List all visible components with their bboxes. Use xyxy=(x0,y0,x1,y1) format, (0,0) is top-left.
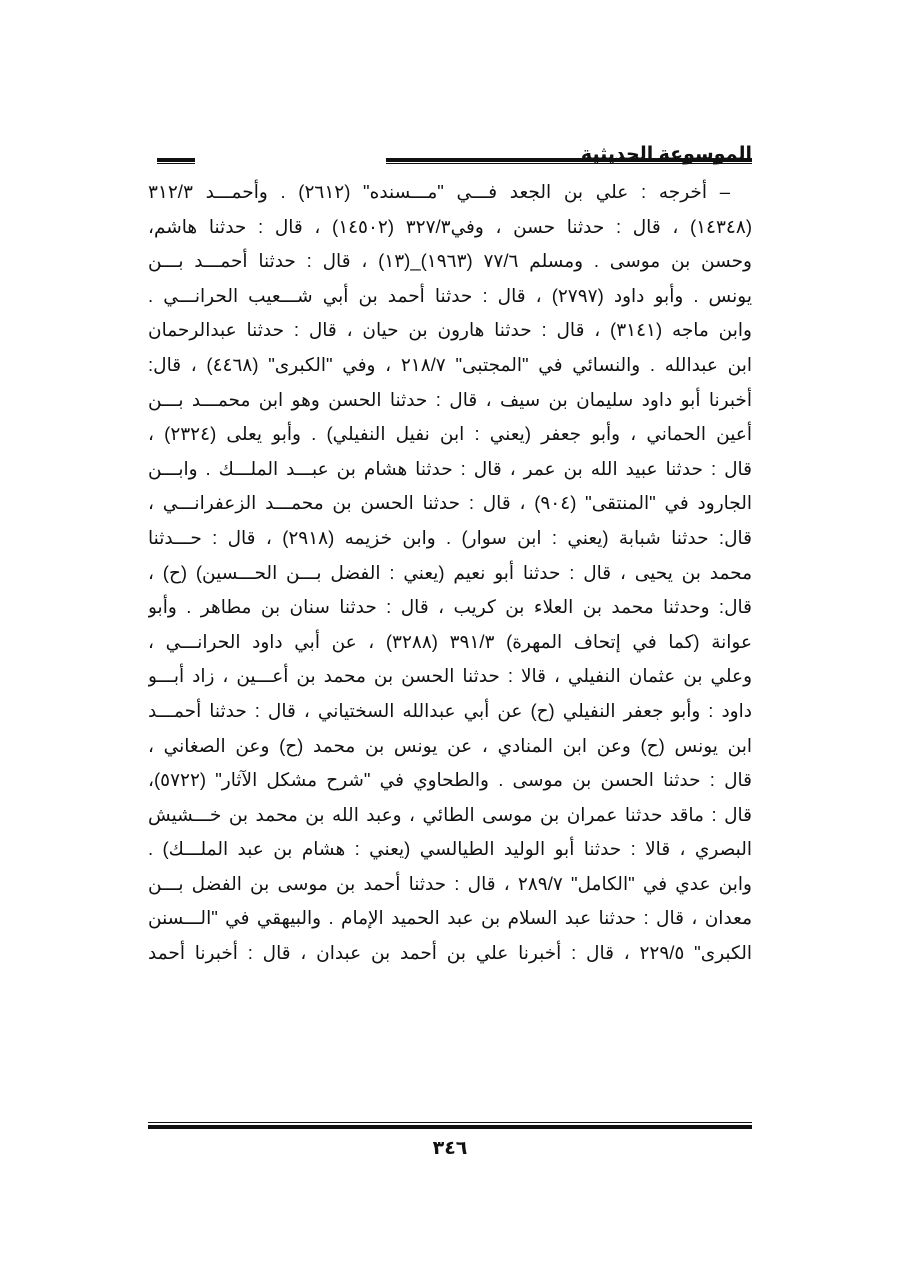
text-line: قال: وحدثنا محمد بن العلاء بن كريب ، قال : حدثنا سنان بن مطاهر . وأبو xyxy=(148,596,752,618)
text-line: ابن عبدالله . والنسائي في "المجتبى" ٢١٨/٧ ، وفي "الكبرى" (٤٤٦٨) ، قال: xyxy=(148,353,752,375)
text-line: قال : حدثنا عبيد الله بن عمر ، قال : حدثنا هشام بن عبـــد الملـــك . وابـــن xyxy=(148,457,752,479)
header-title: الموسوعة الحديثية xyxy=(567,140,752,170)
text-line: قال : ماقد حدثنا عمران بن موسى الطائي ، وعبد الله بن محمد بن خـــشيش xyxy=(148,803,752,825)
footer-rule xyxy=(148,1122,752,1129)
text-line: عوانة (كما في إتحاف المهرة) ٣٩١/٣ (٣٢٨٨) ، عن أبي داود الحرانـــي ، xyxy=(148,630,752,652)
text-line: يونس . وأبو داود (٢٧٩٧) ، قال : حدثنا أحمد بن أبي شـــعيب الحرانـــي . xyxy=(148,284,752,306)
text-line: أعين الحماني ، وأبو جعفر (يعني : ابن نفيل النفيلي) . وأبو يعلى (٢٣٢٤) ، xyxy=(148,423,752,445)
text-line: – أخرجه : علي بن الجعد فـــي "مـــسنده" (٢٦١٢) . وأحمـــد ٣١٢/٣ xyxy=(148,181,730,202)
text-line: ابن يونس (ح) وعن ابن المنادي ، عن يونس بن محمد (ح) وعن الصغاني ، xyxy=(148,734,752,756)
page-number: ٣٤٦ xyxy=(432,1138,468,1159)
text-line: قال: حدثنا شبابة (يعني : ابن سوار) . وابن خزيمه (٢٩١٨) ، قال : حـــدثنا xyxy=(148,526,752,548)
hadith-takhrij-text xyxy=(148,175,752,971)
text-line: قال : حدثنا الحسن بن موسى . والطحاوي في "شرح مشكل الآثار" (٥٧٢٢)، xyxy=(148,769,752,791)
text-line: داود : وأبو جعفر النفيلي (ح) عن أبي عبدالله السختياني ، قال : حدثنا أحمـــد xyxy=(148,699,752,721)
text-line: معدان ، قال : حدثنا عبد السلام بن عبد الحميد الإمام . والبيهقي في "الـــسنن xyxy=(148,907,752,929)
text-line: وحسن بن موسى . ومسلم ٧٧/٦ (١٩٦٣)_(١٣) ، قال : حدثنا أحمـــد بـــن xyxy=(148,250,752,272)
text-line: وعلي بن عثمان النفيلي ، قالا : حدثنا الحسن بن محمد بن أعـــين ، زاد أبـــو xyxy=(148,665,752,687)
text-line: وابن عدي في "الكامل" ٢٨٩/٧ ، قال : حدثنا أحمد بن موسى بن الفضل بـــن xyxy=(148,872,752,894)
text-line: الكبرى" ٢٢٩/٥ ، قال : أخبرنا علي بن أحمد بن عبدان ، قال : أخبرنا أحمد xyxy=(148,942,752,964)
text-line: وابن ماجه (٣١٤١) ، قال : حدثنا هارون بن حيان ، قال : حدثنا عبدالرحمان xyxy=(148,319,752,341)
text-line: الجارود في "المنتقى" (٩٠٤) ، قال : حدثنا الحسن بن محمـــد الزعفرانـــي ، xyxy=(148,492,752,514)
header-rule-left xyxy=(157,158,195,164)
text-line: محمد بن يحيى ، قال : حدثنا أبو نعيم (يعني : الفضل بـــن الحـــسين) (ح) ، xyxy=(148,561,752,583)
text-line: (١٤٣٤٨) ، قال : حدثنا حسن ، وفي٣٢٧/٣ (١٤٥٠٢) ، قال : حدثنا هاشم، xyxy=(148,215,752,237)
text-line: البصري ، قالا : حدثنا أبو الوليد الطيالسي (يعني : هشام بن عبد الملـــك) . xyxy=(148,838,752,860)
header-rule-right xyxy=(386,158,752,164)
text-line: أخبرنا أبو داود سليمان بن سيف ، قال : حدثنا الحسن وهو ابن محمـــد بـــن xyxy=(148,388,752,410)
